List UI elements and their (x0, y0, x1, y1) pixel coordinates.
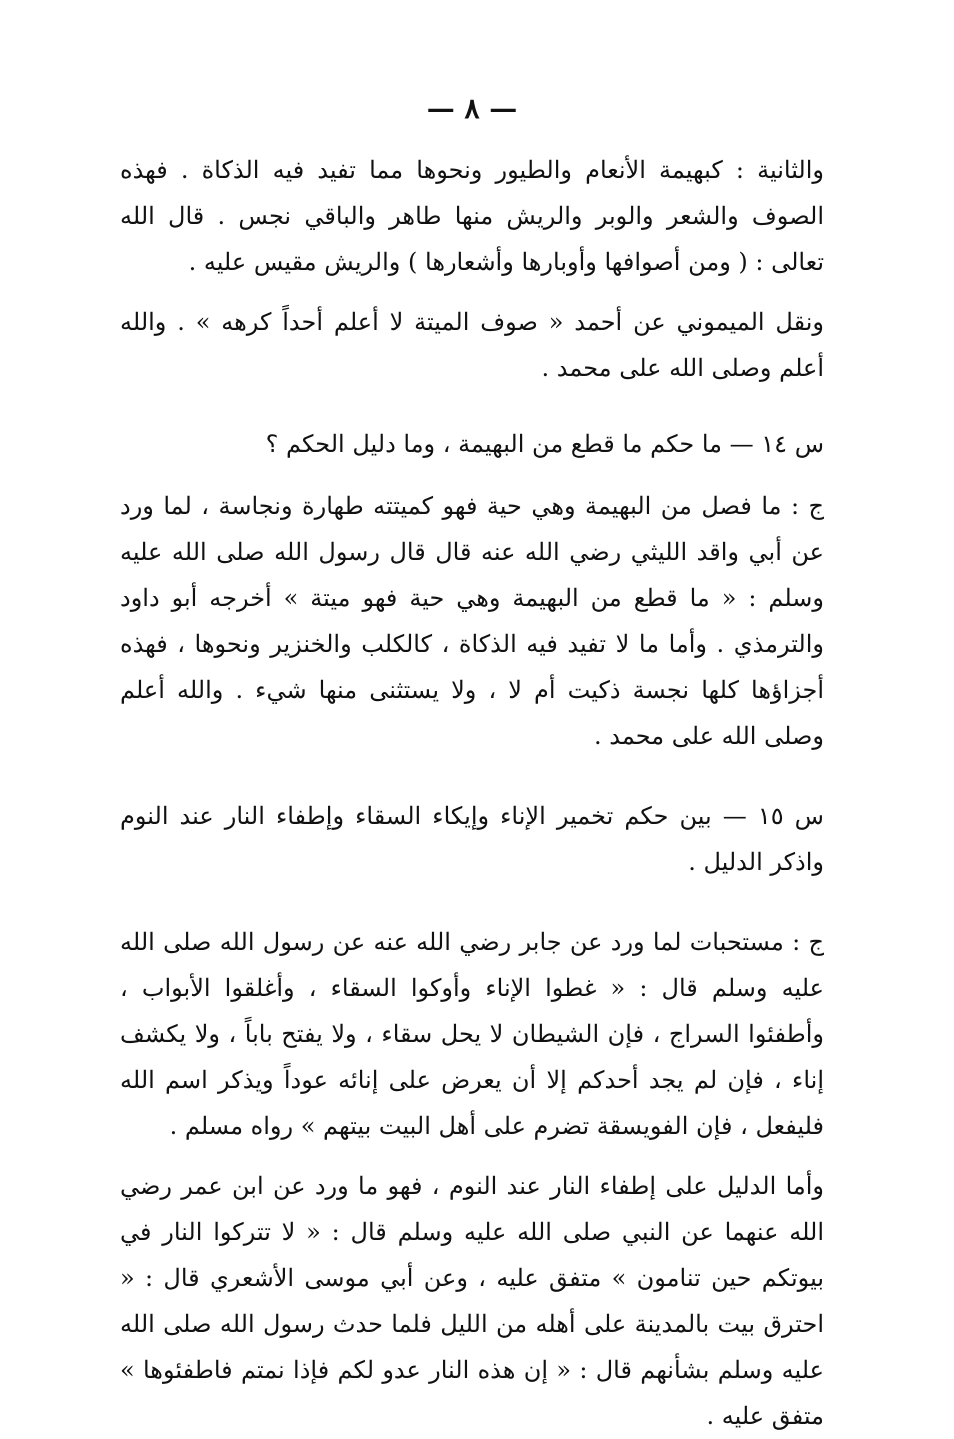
paragraph-second-category: والثانية : كبهيمة الأنعام والطيور ونحوها مما تفيد فيه الذكاة . فهذه الصوف والشعر والوبر والريش منها طاهر والباقي نجس . قال الله تعالى : ( ومن أصوافها وأوبارها وأشعارها ) والريش مقيس عليه . (120, 156, 824, 276)
answer-15: ج : مستحبات لما ورد عن جابر رضي الله عنه عن رسول الله صلى الله عليه وسلم قال : « غطوا الإناء وأوكوا السقاء ، وأغلقوا الأبواب ، وأطفئوا السراج ، فإن الشيطان لا يحل سقاء ، ولا يفتح باباً ، ولا يكشف إناء ، فإن لم يجد أحدكم إلا أن يعرض على إنائه عوداً ويذكر اسم الله فليفعل ، فإن الفويسقة تضرم على أهل البيت بيتهم » رواه مسلم . (120, 928, 824, 1140)
page-number: — ٨ — (426, 92, 518, 125)
question-14: س ١٤ — ما حكم ما قطع من البهيمة ، وما دليل الحكم ؟ (265, 430, 824, 458)
paragraph-maymuni-quote: ونقل الميموني عن أحمد « صوف الميتة لا أعلم أحداً كرهه » . والله أعلم وصلى الله على محمد . (120, 308, 824, 382)
paragraph-extinguishing-fire: وأما الدليل على إطفاء النار عند النوم ، فهو ما ورد عن ابن عمر رضي الله عنهما عن النبي صلى الله عليه وسلم قال : « لا تتركوا النار في بيوتكم حين تنامون » متفق عليه ، وعن أبي موسى الأشعري قال : « احترق بيت بالمدينة على أهله من الليل فلما حدث رسول الله صلى الله عليه وسلم بشأنهم قال : « إن هذه النار عدو لكم فإذا نمتم فاطفئوها » متفق عليه . (120, 1172, 824, 1430)
answer-14: ج : ما فصل من البهيمة وهي حية فهو كميتته طهارة ونجاسة ، لما ورد عن أبي واقد الليثي رضي الله عنه قال قال رسول الله صلى الله عليه وسلم : « ما قطع من البهيمة وهي حية فهو ميتة » أخرجه أبو داود والترمذي . وأما ما لا تفيد فيه الذكاة ، كالكلب والخنزير ونحوها ، فهذه أجزاؤها كلها نجسة ذكيت أم لا ، ولا يستثنى منها شيء . والله أعلم وصلى الله على محمد . (120, 492, 824, 750)
question-15: س ١٥ — بين حكم تخمير الإناء وإيكاء السقاء وإطفاء النار عند النوم واذكر الدليل . (120, 802, 824, 876)
